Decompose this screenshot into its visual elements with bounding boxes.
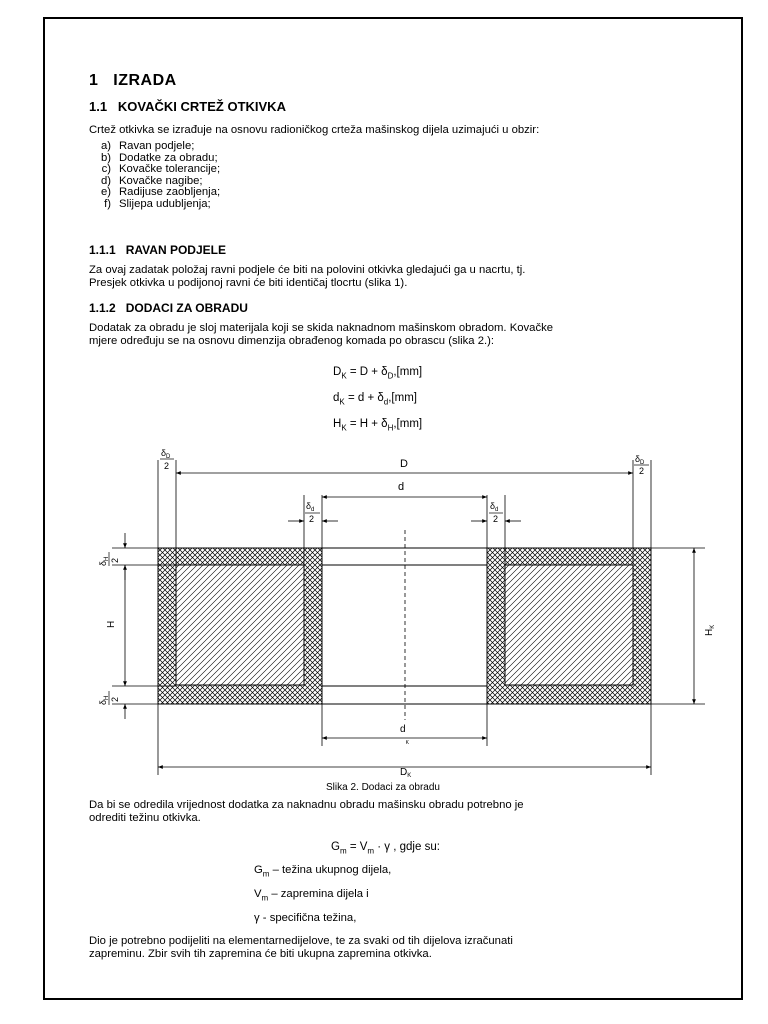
label-D: D <box>400 458 408 470</box>
right-block <box>487 548 651 704</box>
label-delta-h-top <box>98 552 120 566</box>
svg-text:2: 2 <box>493 514 499 524</box>
equation-hk: $H_K = H + \delta_H,[mm]$ <box>333 418 423 433</box>
left-block <box>158 548 322 704</box>
paragraph-zapremina: Dio je potrebno podijeliti na elementarnedijelove, te za svaki od tih dijelova izračunati zapreminu. Zbir svih tih zapremina će biti ukupna zapremina otkivka. <box>89 935 513 960</box>
paragraph-tezina: Da bi se odredila vrijednost dodatka za naknadnu obradu mašinsku obradu potrebno je odrediti težinu otkivka. <box>89 799 524 824</box>
heading-1: 1 IZRADA <box>89 72 177 89</box>
list-item: c) Kovačke tolerancije; <box>101 163 221 176</box>
list-item: d) Kovačke nagibe; <box>100 174 203 187</box>
paragraph-ravan-podjele: Za ovaj zadatak položaj ravni podjele će biti na polovini otkivka gledajući ga u nacrtu, tj. Presjek otkivka u podijonoj ravni će biti identičaj tlocrtu (slika 1). <box>89 264 526 289</box>
label-d: d <box>398 481 405 493</box>
svg-text:2: 2 <box>309 514 315 524</box>
label-DK: $D_K$ <box>400 767 412 779</box>
svg-text:δH: $\delta_H$ <box>98 556 110 566</box>
svg-text:δH: $\delta_H$ <box>98 695 110 705</box>
svg-text:2: 2 <box>164 461 170 471</box>
definitions-list <box>254 864 391 936</box>
definition-item: $V_m$ – zapremina dijela i <box>254 888 369 903</box>
heading-1-1-1: 1.1.1 RAVAN PODJELE <box>89 243 226 257</box>
label-delta-small-left: $\delta_d$ <box>306 501 315 513</box>
svg-text:2: 2 <box>639 466 645 476</box>
definition-item: $G_m$ – težina ukupnog dijela, <box>254 864 392 879</box>
svg-text:2: 2 <box>110 696 120 702</box>
equation-gm: $G_m = V_m \cdot \gamma$ , gdje su: <box>331 841 440 856</box>
label-delta-h-bottom <box>98 691 120 705</box>
list-item: a) Ravan podjele; <box>100 140 195 152</box>
svg-text:HK: $H_K$ <box>704 624 716 636</box>
figure-caption: Slika 2. Dodaci za obradu <box>326 782 440 793</box>
label-H: H <box>106 620 117 628</box>
heading-1-1: 1.1 KOVAČKI CRTEŽ OTKIVKA <box>89 99 286 114</box>
svg-text:2: 2 <box>110 557 120 563</box>
list-item: e) Radijuse zaobljenja; <box>100 186 221 199</box>
label-HK <box>704 625 716 636</box>
label-delta-d-left: $\delta_D$ <box>161 448 171 460</box>
intro-paragraph: Crtež otkivka se izrađuje na osnovu radioničkog crteža mašinskog dijela uzimajući u obzir: <box>89 124 540 136</box>
equation-dk-small: $d_K = d + \delta_d,[mm]$ <box>333 392 417 407</box>
definition-item: γ - specifična težina, <box>254 912 357 924</box>
equation-dk: $D_K = D + \delta_D,[mm]$ <box>333 366 423 381</box>
list-item: f) Slijepa udubljenja; <box>104 197 211 210</box>
heading-1-1-2: 1.1.2 DODACI ZA OBRADU <box>89 301 248 315</box>
list-item: b) Dodatke za obradu; <box>100 151 218 164</box>
label-delta-small-right: $\delta_d$ <box>490 501 499 513</box>
label-delta-d-right: $\delta_D$ <box>635 454 645 466</box>
label-dK: $d_K$ <box>400 724 409 746</box>
paragraph-dodaci: Dodatak za obradu je sloj materijala koji se skida naknadnom mašinskom obradom. Kovačke mjere određuju se na osnovu dimenzija obrađenog komada po obrascu (slika 2.): <box>89 322 554 347</box>
